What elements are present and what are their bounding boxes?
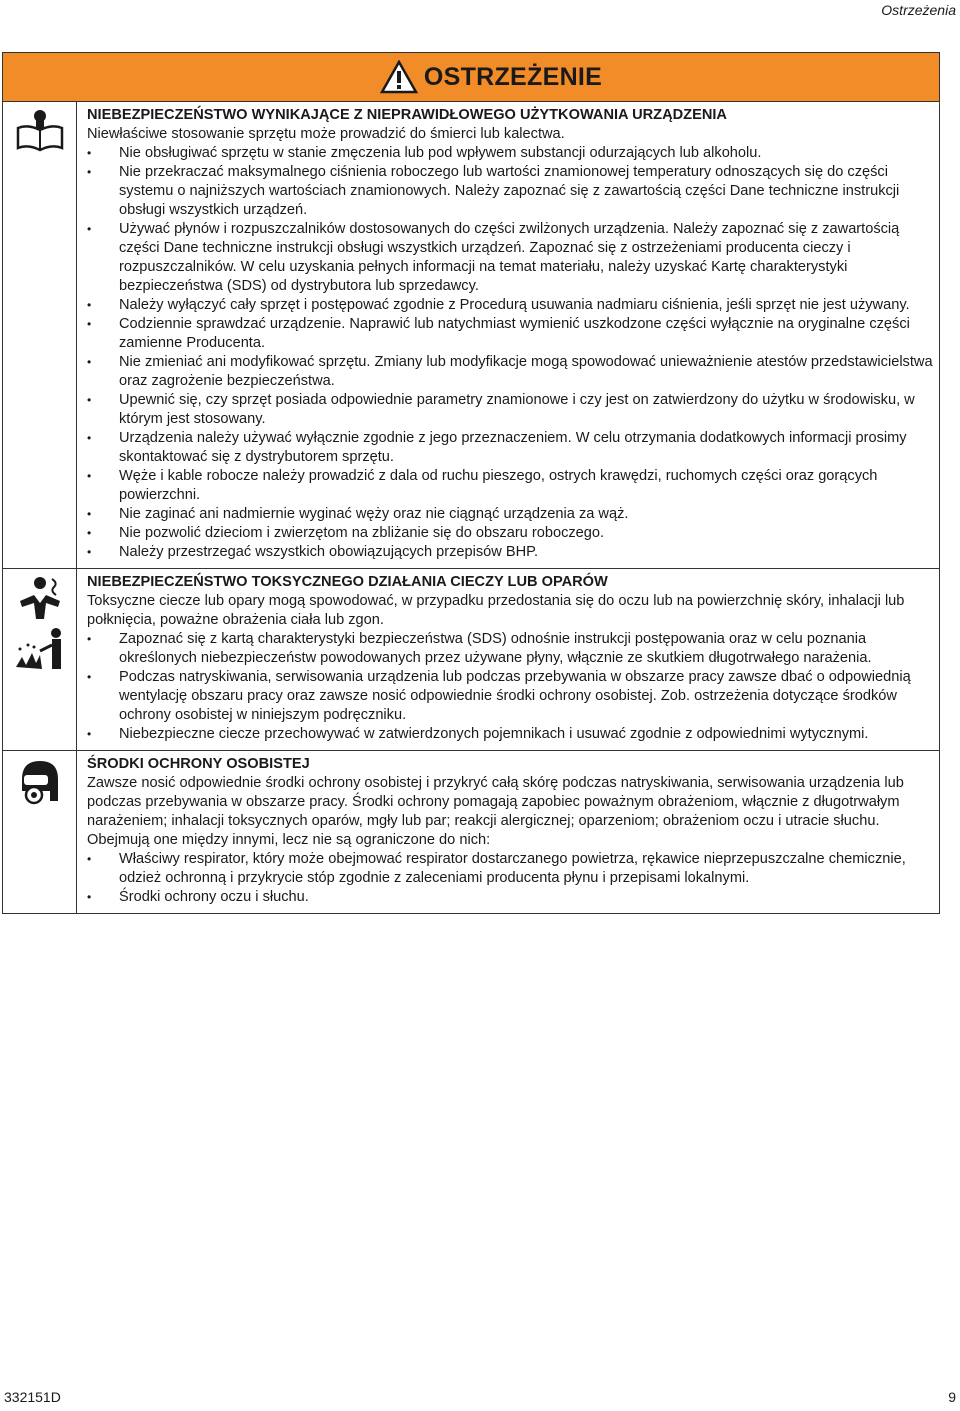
section-ppe (3, 751, 939, 913)
toxic-fumes-icon (14, 575, 66, 621)
list-item: • Zapoznać się z kartą charakterystyki bezpieczeństwa (SDS) odnośnie instrukcji postępowania oraz w celu poznania określonych niebezpieczeństw powodowanych przez używane płyny, włącznie ze skutkiem długotrwałego narażenia. (87, 630, 935, 668)
list-item: • Należy przestrzegać wszystkich obowiązujących przepisów BHP. (87, 543, 935, 562)
list-item: • Używać płynów i rozpuszczalników dostosowanych do części zwilżonych urządzenia. Należy zapoznać się z zawartością części Dane techniczne instrukcji obsługi wszystkich urządzeń. Zapoznać się z ostrzeżeniami producenta cieczy i rozpuszczalników. W celu uzyskania pełnych informacji na temat materiału, należy uzyskać Kartę charakterystyki bezpieczeństwa (SDS) od dystrybutora lub sprzedawcy. (87, 220, 935, 296)
section-ppe-title: ŚRODKI OCHRONY OSOBISTEJ (87, 756, 310, 772)
respirator-helmet-icon (16, 757, 64, 807)
section-misuse-list (87, 144, 935, 562)
list-item: • Nie obsługiwać sprzętu w stanie zmęczenia lub pod wpływem substancji odurzających lub alkoholu. (87, 144, 935, 163)
running-head: Ostrzeżenia (881, 2, 956, 18)
section-misuse-title: NIEBEZPIECZEŃSTWO WYNIKAJĄCE Z NIEPRAWIDŁOWEGO UŻYTKOWANIA URZĄDZENIA (87, 107, 727, 123)
list-item: • Nie przekraczać maksymalnego ciśnienia roboczego lub wartości znamionowej temperatury odnoszących się do części systemu o najniższych wartościach znamionowych. Należy zapoznać się z zawartością części Dane techniczne instrukcji obsługi wszystkich urządzeń. (87, 163, 935, 220)
list-item: • Środki ochrony oczu i słuchu. (87, 888, 935, 907)
doc-number: 332151D (4, 1389, 61, 1405)
list-item: • Urządzenia należy używać wyłącznie zgodnie z jego przeznaczeniem. W celu otrzymania dodatkowych informacji prosimy skontaktować się z dystrybutorem sprzętu. (87, 429, 935, 467)
list-item: • Nie zaginać ani nadmiernie wyginać węży oraz nie ciągnąć urządzenia za wąż. (87, 505, 935, 524)
section-toxic (3, 569, 939, 751)
section-toxic-intro: Toksyczne ciecze lub opary mogą spowodować, w przypadku przedostania się do oczu lub na powierzchnię skóry, inhalacji lub połknięcia, poważne obrażenia ciała lub zgon. (87, 593, 905, 628)
list-item: • Nie zmieniać ani modyfikować sprzętu. Zmiany lub modyfikacje mogą spowodować unieważnienie atestów przedstawicielstwa oraz zagrożenie bezpieczeństwa. (87, 353, 935, 391)
list-item: • Należy wyłączyć cały sprzęt i postępować zgodnie z Procedurą usuwania nadmiaru ciśnienia, jeśli sprzęt nie jest używany. (87, 296, 935, 315)
section-ppe-intro: Zawsze nosić odpowiednie środki ochrony osobistej i przykryć całą skórę podczas natryskiwania, serwisowania urządzenia lub podczas przebywania w obszarze pracy. Środki ochrony pomagają zapobiec poważnym obrażeniom, włącznie z długotrwałym narażeniem; inhalacji toksycznych oparów, mgły lub par; reakcji alergicznej; oparzeniom; obrażeniom oczu i utracie słuchu. Obejmują one między innymi, lecz nie są ograniczone do nich: (87, 775, 904, 848)
list-item: • Węże i kable robocze należy prowadzić z dala od ruchu pieszego, ostrych krawędzi, ruchomych części oraz gorących powierzchni. (87, 467, 935, 505)
section-misuse-icons (3, 102, 77, 568)
section-misuse (3, 102, 939, 569)
warning-title: OSTRZEŻENIE (423, 62, 603, 91)
list-item: • Podczas natryskiwania, serwisowania urządzenia lub podczas przebywania w obszarze pracy zawsze dbać o odpowiednią wentylację obszaru pracy oraz zawsze nosić odpowiednie środki ochrony osobistej. Zob. ostrzeżenia dotyczące środków ochrony osobistej w niniejszym podręczniku. (87, 668, 935, 725)
read-manual-icon (14, 108, 66, 160)
section-toxic-list (87, 630, 935, 744)
warning-header (3, 53, 939, 102)
skin-injection-icon (12, 627, 68, 673)
section-toxic-icons (3, 569, 77, 750)
page-number: 9 (948, 1389, 956, 1405)
list-item: • Niebezpieczne ciecze przechowywać w zatwierdzonych pojemnikach i usuwać zgodnie z odpowiednimi wytycznymi. (87, 725, 935, 744)
warning-triangle-icon (380, 60, 418, 94)
list-item: • Upewnić się, czy sprzęt posiada odpowiednie parametry znamionowe i czy jest on zatwierdzony do użytku w środowisku, w którym jest stosowany. (87, 391, 935, 429)
warning-table (2, 52, 940, 914)
section-misuse-intro: Niewłaściwe stosowanie sprzętu może prowadzić do śmierci lub kalectwa. (87, 126, 565, 142)
list-item: • Codziennie sprawdzać urządzenie. Naprawić lub natychmiast wymienić uszkodzone części wyłącznie na oryginalne części zamienne Producenta. (87, 315, 935, 353)
list-item: • Właściwy respirator, który może obejmować respirator dostarczanego powietrza, rękawice nieprzepuszczalne chemicznie, odzież ochronną i przykrycie stóp zgodnie z zaleceniami producenta płynu i przepisami lokalnymi. (87, 850, 935, 888)
section-toxic-title: NIEBEZPIECZEŃSTWO TOKSYCZNEGO DZIAŁANIA CIECZY LUB OPARÓW (87, 574, 608, 590)
section-ppe-list (87, 850, 935, 907)
section-ppe-icons (3, 751, 77, 913)
list-item: • Nie pozwolić dzieciom i zwierzętom na zbliżanie się do obszaru roboczego. (87, 524, 935, 543)
